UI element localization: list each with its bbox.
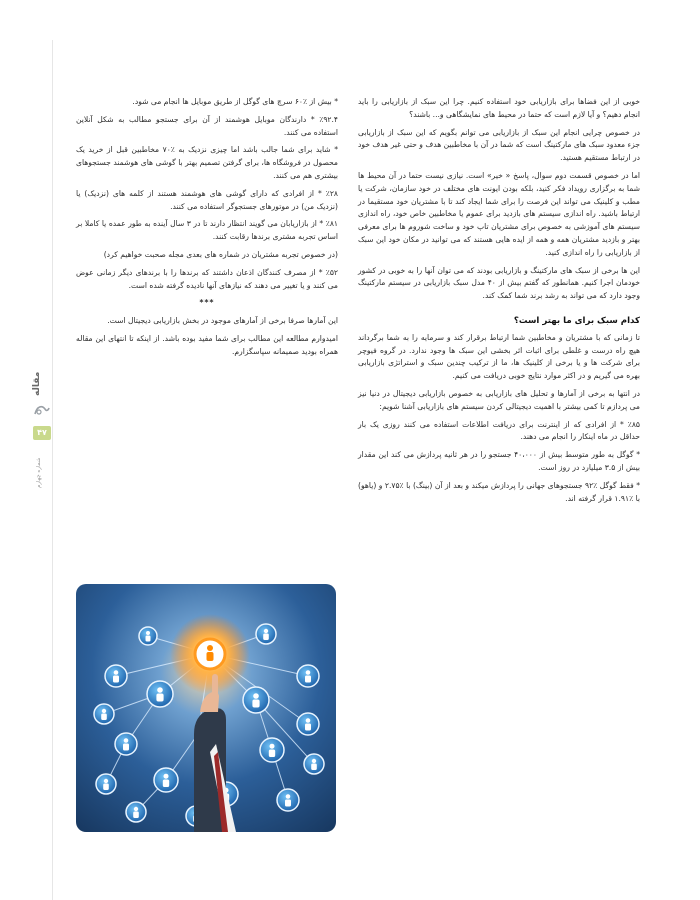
page-gutter (30, 360, 54, 490)
paragraph: ٪۸۱ * از بازاریابان می گویند انتظار دارند تا در ۳ سال آینده به طور عمده یا کاملا بر اساس تجربه مشتری برندها رقابت کنند. (76, 219, 338, 242)
paragraph: * بیش از ٪۶۰ سرچ های گوگل از طریق موبایل ها انجام می شود. (132, 97, 338, 106)
paragraph: * شاید برای شما جالب باشد اما چیزی نزدیک به ٪۷۰ مخاطبین قبل از خرید یک محصول در فروشگاه ها، برای گرفتن تصمیم بهتر با گوشی های هوشمند جستجوهای بیشتری هم می کنند. (76, 145, 338, 180)
paragraph: در خصوص چرایی انجام این سبک از بازاریابی می توانم بگویم که این سبک از بازاریابی جزء معدود سبک های مارکتینگ است که شما در آن با مخاطبین هدف و حتی غیر هدف خود در ارتباط مستقیم هستید. (358, 127, 640, 163)
paragraph: * فقط گوگل ٪۹۲ جستجوهای جهانی را پردازش میکند و بعد از آن (بینگ) با ٪۲.۷۵ و (یاهو) با ٪۱.۹۱ قرار گرفته اند. (358, 480, 641, 503)
paragraph: (در خصوص تجربه مشتریان در شماره های بعدی مجله صحبت خواهیم کرد) (103, 249, 338, 259)
paragraph: اما در خصوص قسمت دوم سوال، پاسخ « خیر» است. نیازی نیست حتما در آن محیط ها شما به برگزاری رویداد فکر کنید، بلکه بودن ایونت های مختلف در خود سازمان، شرکت یا مطب و کلینیک می تواند این فرصت را برای شما ایجاد کند تا با مشتریان خود مستقیما در ارتباط باشید. راه اندازی سیستم های بازدید برای عموم یا مخاطبین خاص خود، راه اندازی سیستم های آموزشی به خصوص برای مشتریان تاپ خود و ساخت شوروم ها برای معرفی بهتر و بازدید مشتریان همه و همه از ایده هایی هستند که می توانید در مکان خود این سبک از بازاریابی را راه اندازی کنید. (358, 170, 640, 257)
paragraph: تا زمانی که با مشتریان و مخاطبین شما ارتباط برقرار کند و سرمایه را به شما برگرداند هیچ راه درست و غلطی برای اثبات اثر بخشی این سبک ها وجود ندارد. در گروه فیوچر برای شرکت ها و یا برخی از کلینیک ها، ما از ترکیب چندین سبک و استراتژی بازاریابی بهره می گیریم و در اکثر موارد نتایج خوبی دریافت می کنیم. (358, 332, 640, 381)
paragraph: ٪۵۲ * از مصرف کنندگان اذعان داشتند که برندها را با برندهای دیگر زمانی عوض می کنند و یا تغییر می دهند که نیازهای آنها نادیده گرفته شده است. (76, 267, 338, 290)
paragraph: امیدوارم مطالعه این مطالب برای شما مفید بوده باشد. از اینکه تا انتهای این مقاله همراه بودید صمیمانه سپاسگزارم. (76, 333, 338, 356)
businessman-hand-icon (194, 674, 236, 832)
section-label: مقاله (32, 371, 42, 396)
issue-label: شماره چهارم (36, 457, 42, 488)
paragraph: ٪۸۵ * از افرادی که از اینترنت برای دریافت اطلاعات استفاده می کنند روزی یک بار حداقل در ماه اینکار را انجام می دهند. (358, 419, 640, 442)
article-column-left (76, 96, 338, 364)
page-number: ۴۷ (33, 426, 51, 440)
paragraph: * گوگل به طور متوسط بیش از ۴۰،۰۰۰ جستجو را در هر ثانیه پردازش می کند این مقدار بیش از ۳.۵ میلیارد در روز است. (358, 450, 641, 472)
paragraph: ٪۲۸ * از افرادی که دارای گوشی های هوشمند هستند از کلمه های (نزدیک) یا (نزدیک من) در موتورهای جستجوگر استفاده می کنند. (76, 188, 338, 211)
paragraph: ٪۹۲.۴ * دارندگان موبایل هوشمند از آن برای جستجو مطالب به شکل آنلاین استفاده می کنند. (76, 114, 338, 137)
section-heading: کدام سبک برای ما بهتر است؟ (513, 315, 640, 326)
paragraph: در انتها به برخی از آمارها و تحلیل های بازاریابی به خصوص بازاریابی دیجیتال در دنیا نیز می پردازم تا کمی بیشتر با اهمیت دیجیتالی کردن سیستم های بازاریابی آشنا شویم: (358, 388, 640, 411)
article-column-right (358, 96, 640, 510)
separator: *** (199, 298, 215, 308)
paragraph: این آمارها صرفا برخی از آمارهای موجود در بخش بازاریابی دیجیتال است. (107, 316, 338, 326)
paragraph: این ها برخی از سبک های مارکتینگ و بازاریابی بودند که می توان آنها را به خوبی در کشور خودمان اجرا کنیم. همانطور که گفتم بیش از ۴۰ مدل سبک بازاریابی در سیستم مارکتینگ وجود دارد که می تواند به رشد برند شما کمک کند. (358, 265, 641, 301)
paragraph: خوبی از این فضاها برای بازاریابی خود استفاده کنیم. چرا این سبک از بازاریابی را باید انجام دهیم؟ و آیا لازم است که حتما در محیط های نمایشگاهی و... باشند؟ (358, 97, 640, 119)
network-illustration (76, 584, 336, 832)
magazine-logo-icon (33, 402, 51, 416)
central-person-icon (207, 645, 214, 661)
